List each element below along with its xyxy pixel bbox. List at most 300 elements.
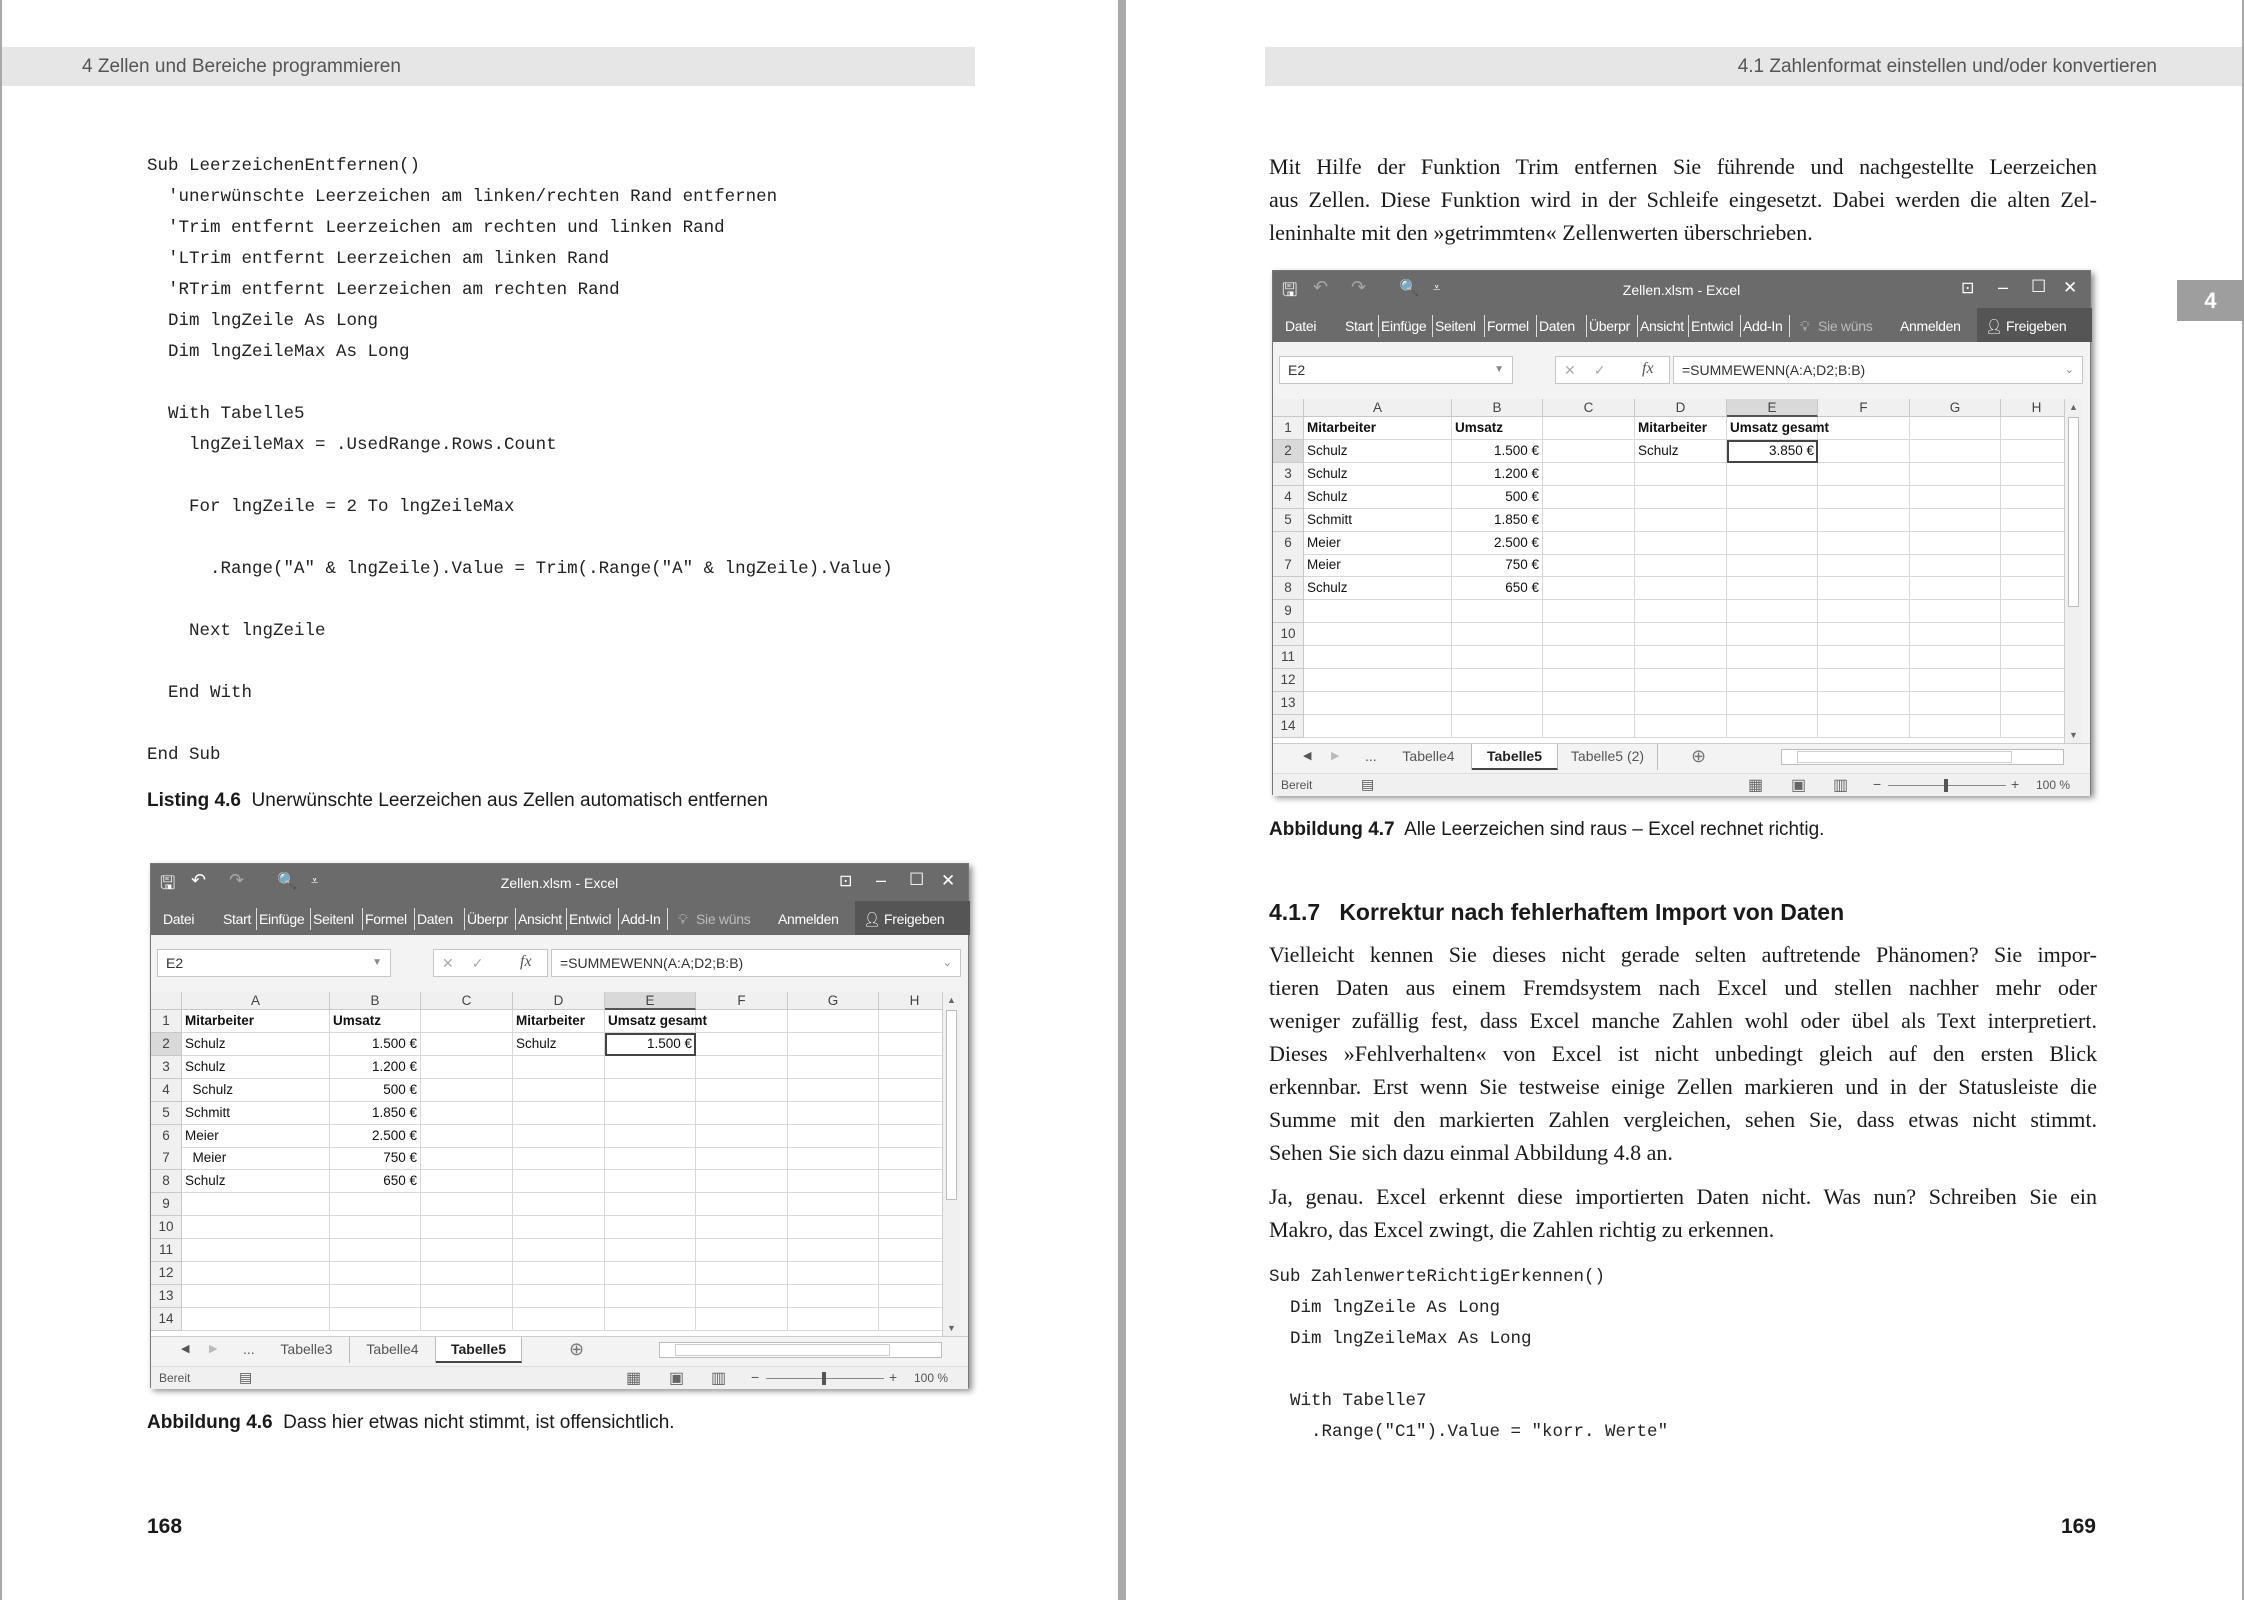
cell-grid[interactable]: [151, 992, 942, 1336]
undo-icon[interactable]: ↶: [191, 870, 207, 890]
cell[interactable]: [1910, 646, 2001, 669]
cell[interactable]: [1635, 486, 1727, 509]
cell[interactable]: [1727, 623, 1818, 646]
cell[interactable]: [1727, 509, 1818, 532]
vertical-scrollbar[interactable]: [2064, 399, 2082, 743]
cell[interactable]: [2001, 715, 2073, 738]
cell[interactable]: [421, 1308, 513, 1331]
cell[interactable]: [1727, 463, 1818, 486]
cell[interactable]: [1452, 669, 1543, 692]
cell[interactable]: [1635, 692, 1727, 715]
row-header[interactable]: 4: [1273, 486, 1304, 509]
cell[interactable]: [2001, 646, 2073, 669]
save-icon[interactable]: 🖫: [1282, 280, 1298, 300]
column-header[interactable]: F: [696, 992, 788, 1010]
zoom-slider-thumb[interactable]: [822, 1372, 826, 1385]
row-header[interactable]: 11: [1273, 646, 1304, 669]
cell[interactable]: [1910, 692, 2001, 715]
sheet-tab[interactable]: Tabelle5: [436, 1337, 522, 1363]
cell[interactable]: [1543, 554, 1635, 577]
column-header[interactable]: G: [1910, 399, 2001, 417]
column-header[interactable]: C: [421, 992, 513, 1010]
cell[interactable]: [1818, 554, 1910, 577]
column-header[interactable]: B: [1452, 399, 1543, 417]
row-header[interactable]: 5: [151, 1102, 182, 1125]
cell[interactable]: [513, 1056, 605, 1079]
cell[interactable]: [696, 1239, 788, 1262]
row-header[interactable]: 7: [151, 1147, 182, 1170]
minimize-icon[interactable]: –: [876, 870, 887, 890]
row-header[interactable]: 9: [151, 1193, 182, 1216]
row-header[interactable]: 8: [1273, 577, 1304, 600]
page-layout-icon[interactable]: ▣: [669, 1370, 685, 1387]
cell[interactable]: [696, 1216, 788, 1239]
scroll-thumb[interactable]: [946, 1010, 957, 1200]
cell[interactable]: [513, 1216, 605, 1239]
cell[interactable]: [1635, 463, 1727, 486]
cell[interactable]: [788, 1125, 879, 1148]
horizontal-scroll-thumb[interactable]: [1797, 751, 2012, 763]
cell[interactable]: Meier: [182, 1125, 330, 1148]
cell[interactable]: [696, 1147, 788, 1170]
cell[interactable]: [788, 1239, 879, 1262]
cell[interactable]: [605, 1239, 696, 1262]
cell[interactable]: [513, 1308, 605, 1331]
cell[interactable]: 1.850 €: [330, 1102, 421, 1125]
formula-bar[interactable]: [551, 949, 961, 977]
cell[interactable]: [1910, 440, 2001, 463]
dropdown-icon[interactable]: ▼: [372, 957, 382, 968]
cell[interactable]: [1818, 486, 1910, 509]
sheet-tab[interactable]: Tabelle5 (2): [1558, 744, 1658, 770]
cell[interactable]: [1543, 509, 1635, 532]
cell[interactable]: [696, 1010, 788, 1033]
cell[interactable]: [421, 1102, 513, 1125]
share-button[interactable]: Freigeben: [2006, 318, 2067, 334]
cell[interactable]: Schmitt: [182, 1102, 330, 1125]
cell[interactable]: [879, 1193, 951, 1216]
zoom-level[interactable]: 100 %: [914, 1371, 949, 1385]
cell[interactable]: [788, 1262, 879, 1285]
cell[interactable]: [421, 1262, 513, 1285]
cell[interactable]: [1910, 554, 2001, 577]
cell[interactable]: [1727, 692, 1818, 715]
cell[interactable]: [788, 1193, 879, 1216]
normal-view-icon[interactable]: ▦: [1748, 777, 1764, 794]
column-header[interactable]: D: [1635, 399, 1727, 417]
ribbon-display-icon[interactable]: ⊡: [839, 873, 853, 890]
cell[interactable]: [1543, 715, 1635, 738]
cell[interactable]: Mitarbeiter: [1304, 417, 1452, 440]
cell[interactable]: [1543, 600, 1635, 623]
row-header[interactable]: 14: [151, 1308, 182, 1331]
sheet-prev-icon[interactable]: ◀: [1303, 750, 1312, 762]
cell[interactable]: [1818, 532, 1910, 555]
close-icon[interactable]: ✕: [941, 871, 956, 890]
maximize-icon[interactable]: ☐: [909, 870, 925, 889]
fx-icon[interactable]: fx: [1642, 360, 1654, 377]
row-header[interactable]: 2: [151, 1033, 182, 1056]
cell[interactable]: [1727, 486, 1818, 509]
cell[interactable]: [605, 1193, 696, 1216]
scroll-thumb[interactable]: [2068, 417, 2079, 607]
cell[interactable]: [2001, 623, 2073, 646]
add-sheet-icon[interactable]: ⊕: [569, 1339, 585, 1359]
cell[interactable]: [1304, 669, 1452, 692]
column-header[interactable]: C: [1543, 399, 1635, 417]
ribbon-tab[interactable]: Entwicl: [1691, 318, 1734, 334]
cell[interactable]: [1543, 440, 1635, 463]
cell[interactable]: [879, 1033, 951, 1056]
cell[interactable]: [1910, 486, 2001, 509]
sheet-tab[interactable]: Tabelle4: [1386, 744, 1472, 770]
cell[interactable]: [1635, 600, 1727, 623]
row-header[interactable]: 3: [1273, 463, 1304, 486]
zoom-in-icon[interactable]: +: [2011, 776, 2020, 792]
cell[interactable]: Schulz: [182, 1056, 330, 1079]
cell[interactable]: [1910, 600, 2001, 623]
cell[interactable]: [1635, 554, 1727, 577]
ribbon-tab[interactable]: Überpr: [1589, 318, 1630, 334]
add-sheet-icon[interactable]: ⊕: [1691, 746, 1707, 766]
cell[interactable]: Schmitt: [1304, 509, 1452, 532]
ribbon-tab[interactable]: Start: [1345, 318, 1374, 334]
row-header[interactable]: 6: [1273, 532, 1304, 555]
cell[interactable]: [2001, 440, 2073, 463]
ribbon-tab[interactable]: Formel: [365, 911, 407, 927]
cell[interactable]: [696, 1308, 788, 1331]
cell[interactable]: [879, 1079, 951, 1102]
cell[interactable]: [879, 1102, 951, 1125]
scroll-up-icon[interactable]: ▲: [947, 995, 956, 1005]
cell[interactable]: [1543, 417, 1635, 440]
cell[interactable]: [2001, 417, 2073, 440]
select-all-corner[interactable]: [1273, 399, 1304, 417]
cell[interactable]: [1304, 692, 1452, 715]
cell[interactable]: [182, 1193, 330, 1216]
cell[interactable]: [1304, 646, 1452, 669]
zoom-level[interactable]: 100 %: [2036, 778, 2071, 792]
cell[interactable]: [182, 1308, 330, 1331]
cell[interactable]: [513, 1193, 605, 1216]
cell[interactable]: [1818, 463, 1910, 486]
cell[interactable]: [605, 1125, 696, 1148]
cell[interactable]: [1818, 440, 1910, 463]
cell[interactable]: Schulz: [1635, 440, 1727, 463]
horizontal-scroll-thumb[interactable]: [675, 1344, 890, 1356]
cell[interactable]: [788, 1285, 879, 1308]
more-sheets-button[interactable]: ...: [1365, 748, 1377, 764]
cell[interactable]: Schulz: [513, 1033, 605, 1056]
vertical-scrollbar[interactable]: [942, 992, 960, 1336]
cell[interactable]: [182, 1239, 330, 1262]
cell[interactable]: 650 €: [1452, 577, 1543, 600]
page-break-view-icon[interactable]: ▥: [1833, 777, 1849, 794]
cell[interactable]: Umsatz: [1452, 417, 1543, 440]
cell[interactable]: Schulz: [182, 1079, 330, 1102]
cell[interactable]: [2001, 554, 2073, 577]
cell[interactable]: Umsatz gesamt: [605, 1010, 696, 1033]
redo-icon[interactable]: ↷: [229, 870, 245, 890]
row-header[interactable]: 1: [151, 1010, 182, 1033]
cell[interactable]: [605, 1056, 696, 1079]
row-header[interactable]: 14: [1273, 715, 1304, 738]
ribbon-tab[interactable]: Datei: [1285, 318, 1317, 334]
cell[interactable]: [330, 1239, 421, 1262]
column-header[interactable]: H: [879, 992, 951, 1010]
cell[interactable]: [1304, 715, 1452, 738]
ribbon-tab[interactable]: Daten: [1539, 318, 1575, 334]
name-box[interactable]: [1279, 356, 1513, 384]
macro-record-icon[interactable]: ▤: [1361, 776, 1375, 792]
cell[interactable]: [1635, 669, 1727, 692]
cell[interactable]: Umsatz: [330, 1010, 421, 1033]
cell[interactable]: [788, 1056, 879, 1079]
cell[interactable]: [1543, 646, 1635, 669]
cell[interactable]: [788, 1102, 879, 1125]
sheet-tab[interactable]: Tabelle5: [1472, 744, 1558, 770]
cell[interactable]: [1818, 600, 1910, 623]
cell[interactable]: [788, 1147, 879, 1170]
cell[interactable]: [879, 1056, 951, 1079]
customize-toolbar-icon[interactable]: ⩡: [1433, 280, 1441, 295]
scroll-down-icon[interactable]: ▼: [947, 1323, 956, 1333]
zoom-out-icon[interactable]: −: [1873, 776, 1882, 792]
normal-view-icon[interactable]: ▦: [626, 1370, 642, 1387]
cell[interactable]: [2001, 532, 2073, 555]
cell[interactable]: 1.200 €: [1452, 463, 1543, 486]
ribbon-tab[interactable]: Formel: [1487, 318, 1529, 334]
cell[interactable]: Mitarbeiter: [513, 1010, 605, 1033]
row-header[interactable]: 7: [1273, 554, 1304, 577]
cell[interactable]: [513, 1170, 605, 1193]
cell[interactable]: [421, 1170, 513, 1193]
cell[interactable]: [1543, 463, 1635, 486]
row-header[interactable]: 10: [151, 1216, 182, 1239]
row-header[interactable]: 9: [1273, 600, 1304, 623]
cell[interactable]: [1304, 623, 1452, 646]
sheet-next-icon[interactable]: ▶: [1331, 750, 1340, 762]
cell[interactable]: [513, 1079, 605, 1102]
cell[interactable]: [879, 1170, 951, 1193]
print-preview-icon[interactable]: 🔍: [277, 873, 297, 890]
cell[interactable]: [513, 1239, 605, 1262]
cell[interactable]: [1543, 623, 1635, 646]
cell[interactable]: [788, 1216, 879, 1239]
sign-in-link[interactable]: Anmelden: [778, 911, 839, 927]
cell[interactable]: [421, 1147, 513, 1170]
column-header[interactable]: A: [182, 992, 330, 1010]
cell[interactable]: [879, 1125, 951, 1148]
more-sheets-button[interactable]: ...: [243, 1341, 255, 1357]
ribbon-tab[interactable]: Seitenl: [313, 911, 354, 927]
column-header[interactable]: A: [1304, 399, 1452, 417]
cell[interactable]: [1818, 577, 1910, 600]
cell[interactable]: [513, 1102, 605, 1125]
cell[interactable]: [1543, 692, 1635, 715]
column-header[interactable]: H: [2001, 399, 2073, 417]
sheet-tab[interactable]: Tabelle4: [350, 1337, 436, 1363]
cell[interactable]: [605, 1308, 696, 1331]
cell[interactable]: [2001, 692, 2073, 715]
cell[interactable]: 2.500 €: [1452, 532, 1543, 555]
cell[interactable]: 500 €: [330, 1079, 421, 1102]
cell[interactable]: [1818, 692, 1910, 715]
cell[interactable]: [1818, 623, 1910, 646]
tell-me-box[interactable]: Sie wüns: [1818, 318, 1873, 334]
cell[interactable]: [1818, 509, 1910, 532]
cell[interactable]: [330, 1308, 421, 1331]
ribbon-tab[interactable]: Start: [223, 911, 252, 927]
row-header[interactable]: 10: [1273, 623, 1304, 646]
minimize-icon[interactable]: –: [1998, 277, 2009, 297]
column-header[interactable]: D: [513, 992, 605, 1010]
cell[interactable]: Mitarbeiter: [182, 1010, 330, 1033]
cell[interactable]: [2001, 486, 2073, 509]
cell[interactable]: [1910, 577, 2001, 600]
ribbon-tab[interactable]: Add-In: [1743, 318, 1783, 334]
zoom-slider-thumb[interactable]: [1944, 779, 1948, 792]
cell[interactable]: [421, 1125, 513, 1148]
name-box[interactable]: [157, 949, 391, 977]
cell[interactable]: [1452, 600, 1543, 623]
save-icon[interactable]: 🖫: [160, 873, 176, 893]
cell[interactable]: [1910, 532, 2001, 555]
cell[interactable]: [182, 1262, 330, 1285]
cell[interactable]: [1910, 417, 2001, 440]
cell[interactable]: [788, 1033, 879, 1056]
scroll-down-icon[interactable]: ▼: [2069, 730, 2078, 740]
cell[interactable]: [1818, 715, 1910, 738]
cell[interactable]: [1635, 715, 1727, 738]
ribbon-tab[interactable]: Ansicht: [518, 911, 562, 927]
ribbon-tab[interactable]: Einfüge: [1381, 318, 1427, 334]
cell[interactable]: [2001, 509, 2073, 532]
cell[interactable]: [513, 1262, 605, 1285]
cell[interactable]: [1727, 600, 1818, 623]
cell[interactable]: Schulz: [1304, 486, 1452, 509]
row-header[interactable]: 8: [151, 1170, 182, 1193]
undo-icon[interactable]: ↶: [1313, 277, 1329, 297]
ribbon-tab[interactable]: Add-In: [621, 911, 661, 927]
cell[interactable]: Meier: [1304, 554, 1452, 577]
cell[interactable]: Schulz: [182, 1170, 330, 1193]
row-header[interactable]: 13: [1273, 692, 1304, 715]
cell[interactable]: [788, 1170, 879, 1193]
cell-grid[interactable]: [1273, 399, 2064, 743]
macro-record-icon[interactable]: ▤: [239, 1369, 253, 1385]
cell[interactable]: [1818, 646, 1910, 669]
cell[interactable]: [421, 1010, 513, 1033]
formula-bar[interactable]: [1673, 356, 2083, 384]
cell[interactable]: [696, 1033, 788, 1056]
cell[interactable]: 750 €: [330, 1147, 421, 1170]
cell[interactable]: [605, 1170, 696, 1193]
cell[interactable]: Mitarbeiter: [1635, 417, 1727, 440]
expand-icon[interactable]: ⌄: [942, 957, 952, 969]
cell[interactable]: [1910, 715, 2001, 738]
ribbon-tab[interactable]: Datei: [163, 911, 195, 927]
ribbon-tab[interactable]: Ansicht: [1640, 318, 1684, 334]
ribbon-tab[interactable]: Daten: [417, 911, 453, 927]
ribbon-tab[interactable]: Einfüge: [259, 911, 305, 927]
cell[interactable]: [421, 1033, 513, 1056]
cell[interactable]: [879, 1010, 951, 1033]
cell[interactable]: 2.500 €: [330, 1125, 421, 1148]
maximize-icon[interactable]: ☐: [2031, 277, 2047, 296]
row-header[interactable]: 13: [151, 1285, 182, 1308]
redo-icon[interactable]: ↷: [1351, 277, 1367, 297]
column-header[interactable]: E: [605, 992, 696, 1010]
cell[interactable]: [605, 1079, 696, 1102]
cell[interactable]: [182, 1216, 330, 1239]
tell-me-box[interactable]: Sie wüns: [696, 911, 751, 927]
cell[interactable]: [1543, 486, 1635, 509]
sign-in-link[interactable]: Anmelden: [1900, 318, 1961, 334]
cell[interactable]: 1.850 €: [1452, 509, 1543, 532]
close-icon[interactable]: ✕: [2063, 278, 2078, 297]
cell[interactable]: [1452, 646, 1543, 669]
cell[interactable]: [1910, 669, 2001, 692]
cell[interactable]: [879, 1308, 951, 1331]
cell[interactable]: [421, 1056, 513, 1079]
row-header[interactable]: 5: [1273, 509, 1304, 532]
cell[interactable]: [879, 1262, 951, 1285]
cell[interactable]: Schulz: [1304, 463, 1452, 486]
cell[interactable]: [696, 1170, 788, 1193]
cell[interactable]: Meier: [1304, 532, 1452, 555]
scroll-up-icon[interactable]: ▲: [2069, 402, 2078, 412]
sheet-next-icon[interactable]: ▶: [209, 1343, 218, 1355]
cell[interactable]: [605, 1216, 696, 1239]
ribbon-tab[interactable]: Entwicl: [569, 911, 612, 927]
cell[interactable]: 1.500 €: [605, 1033, 696, 1056]
cell[interactable]: [1635, 509, 1727, 532]
row-header[interactable]: 2: [1273, 440, 1304, 463]
cell[interactable]: 750 €: [1452, 554, 1543, 577]
cell[interactable]: [879, 1216, 951, 1239]
row-header[interactable]: 3: [151, 1056, 182, 1079]
cell[interactable]: Umsatz gesamt: [1727, 417, 1818, 440]
cell[interactable]: [1910, 463, 2001, 486]
column-header[interactable]: E: [1727, 399, 1818, 417]
cell[interactable]: 1.200 €: [330, 1056, 421, 1079]
expand-icon[interactable]: ⌄: [2064, 364, 2074, 376]
cell[interactable]: [696, 1079, 788, 1102]
cell[interactable]: [696, 1285, 788, 1308]
cell[interactable]: Schulz: [1304, 440, 1452, 463]
zoom-out-icon[interactable]: −: [751, 1369, 760, 1385]
cell[interactable]: [605, 1285, 696, 1308]
cell[interactable]: [2001, 463, 2073, 486]
cell[interactable]: [330, 1285, 421, 1308]
cell[interactable]: [1818, 417, 1910, 440]
cell[interactable]: [1304, 600, 1452, 623]
cell[interactable]: [421, 1285, 513, 1308]
ribbon-display-icon[interactable]: ⊡: [1961, 280, 1975, 297]
row-header[interactable]: 11: [151, 1239, 182, 1262]
cell[interactable]: [1635, 532, 1727, 555]
cell[interactable]: [330, 1262, 421, 1285]
sheet-prev-icon[interactable]: ◀: [181, 1343, 190, 1355]
cell[interactable]: [788, 1308, 879, 1331]
ribbon-tab[interactable]: Überpr: [467, 911, 508, 927]
ribbon-tab[interactable]: Seitenl: [1435, 318, 1476, 334]
cell[interactable]: [2001, 669, 2073, 692]
share-button[interactable]: Freigeben: [884, 911, 945, 927]
cell[interactable]: [1818, 669, 1910, 692]
select-all-corner[interactable]: [151, 992, 182, 1010]
